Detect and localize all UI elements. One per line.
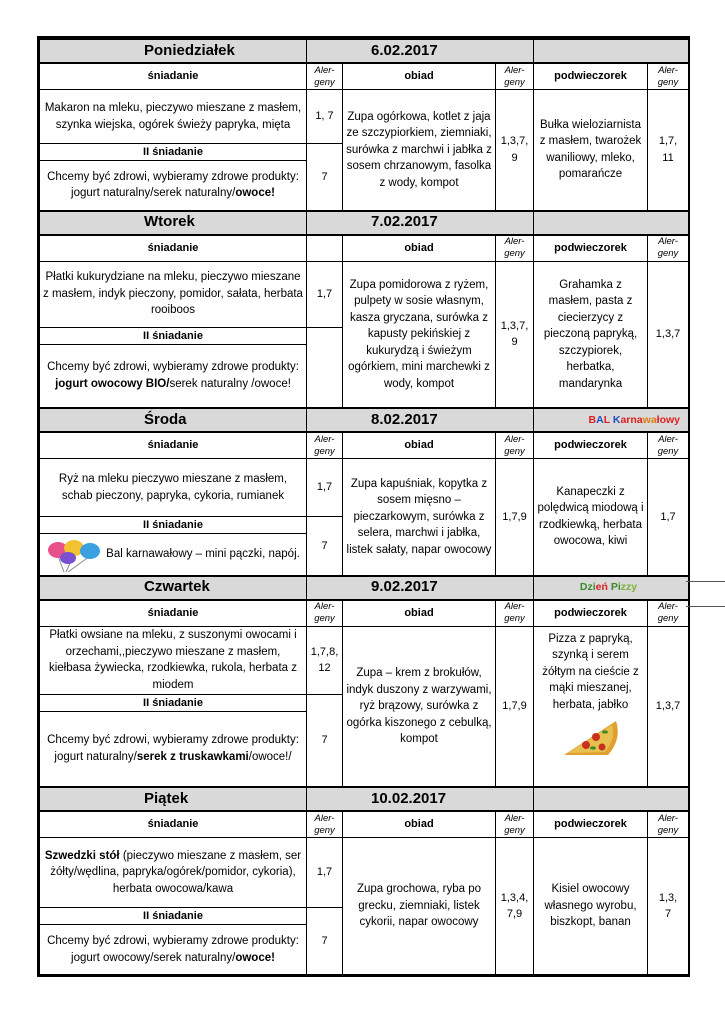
day-name: Piątek [40, 787, 307, 811]
snack-text: Grahamka z masłem, pasta z ciecierzycy z pieczoną papryką, szczypiorek, herbatka, mandarynka [534, 261, 648, 408]
day-date: 8.02.2017 [307, 408, 534, 432]
allergens-header: Aler- geny [307, 811, 343, 838]
breakfast-header: śniadanie [40, 811, 307, 838]
second-breakfast-allergens: 7 [307, 694, 343, 787]
second-breakfast-text: Chcemy być zdrowi, wybieramy zdrowe produkty: jogurt naturalny/serek naturalny/owoce! [40, 161, 307, 211]
column-header-row [40, 235, 689, 262]
allergens-header: Aler- geny [648, 811, 689, 838]
day-date: 10.02.2017 [307, 787, 534, 811]
column-header-row [40, 63, 689, 90]
snack-header: podwieczorek [534, 600, 648, 627]
snack-cell [534, 626, 648, 787]
allergens-header: Aler- geny [496, 235, 534, 262]
breakfast-header: śniadanie [40, 63, 307, 90]
breakfast-allergens: 1,7,8, 12 [307, 626, 343, 694]
breakfast-allergens: 1,7 [307, 459, 343, 517]
allergens-header: Aler- geny [496, 432, 534, 459]
breakfast-allergens: 1,7 [307, 261, 343, 327]
snack-text: Bułka wieloziarnista z masłem, twarożek waniliowy, mleko, pomarańcze [534, 90, 648, 211]
allergens-header: Aler- geny [648, 63, 689, 90]
day-note [534, 211, 689, 235]
day-header-wednesday [40, 408, 689, 432]
day-date: 6.02.2017 [307, 39, 534, 63]
allergens-header: Aler- geny [307, 600, 343, 627]
snack-text: Pizza z papryką, szynką i serem żółtym na cieście z mąki mieszanej, herbata, jabłko [542, 632, 639, 711]
second-breakfast-header: II śniadanie [40, 517, 307, 534]
column-header-row [40, 811, 689, 838]
allergens-header-empty [307, 235, 343, 262]
breakfast-header: śniadanie [40, 235, 307, 262]
balloons-icon [44, 536, 104, 576]
stray-line-bottom [686, 606, 725, 607]
lunch-text: Zupa pomidorowa z ryżem, pulpety w sosie własnym, kasza gryczana, surówka z kapusty pekińskiej z kukurydzą i świeżym ogórkiem, mini marchewki z wody, kompot [343, 261, 496, 408]
snack-allergens: 1,3, 7 [648, 838, 689, 975]
lunch-allergens: 1,7,9 [496, 459, 534, 576]
breakfast-allergens: 1,7 [307, 838, 343, 908]
second-breakfast-text: Chcemy być zdrowi, wybieramy zdrowe produkty: jogurt owocowy BIO/serek naturalny /owoce! [40, 344, 307, 408]
allergens-header: Aler- geny [496, 63, 534, 90]
snack-text: Kisiel owocowy własnego wyrobu, biszkopt, banan [534, 838, 648, 975]
day-header-tuesday [40, 211, 689, 235]
day-name: Czwartek [40, 576, 307, 600]
breakfast-text: Szwedzki stół (pieczywo mieszane z masłem, ser żółty/wędlina, papryka/ogórek/pomidor, cykoria), herbata owocowa/kawa [40, 838, 307, 908]
second-breakfast-text: Bal karnawałowy – mini pączki, napój. [106, 548, 300, 560]
menu-row [40, 90, 689, 144]
menu-row [40, 459, 689, 517]
lunch-header: obiad [343, 432, 496, 459]
breakfast-header: śniadanie [40, 600, 307, 627]
day-header-friday [40, 787, 689, 811]
snack-allergens: 1,7 [648, 459, 689, 576]
day-header-thursday [40, 576, 689, 600]
lunch-allergens: 1,7,9 [496, 626, 534, 787]
allergens-header: Aler- geny [307, 63, 343, 90]
lunch-allergens: 1,3,4, 7,9 [496, 838, 534, 975]
allergens-header: Aler- geny [648, 432, 689, 459]
lunch-header: obiad [343, 600, 496, 627]
lunch-header: obiad [343, 235, 496, 262]
second-breakfast-allergens [307, 327, 343, 408]
second-breakfast-cell [40, 534, 307, 576]
second-breakfast-header: II śniadanie [40, 694, 307, 711]
stray-line-top [686, 581, 725, 582]
snack-header: podwieczorek [534, 432, 648, 459]
day-date: 9.02.2017 [307, 576, 534, 600]
day-date: 7.02.2017 [307, 211, 534, 235]
snack-text: Kanapeczki z polędwicą miodową i rzodkiewką, herbata owocowa, kiwi [534, 459, 648, 576]
breakfast-text: Płatki kukurydziane na mleku, pieczywo mieszane z masłem, indyk pieczony, pomidor, sałata, herbata rooiboos [40, 261, 307, 327]
allergens-header: Aler- geny [496, 600, 534, 627]
lunch-header: obiad [343, 811, 496, 838]
breakfast-allergens: 1, 7 [307, 90, 343, 144]
breakfast-text: Płatki owsiane na mleku, z suszonymi owocami i orzechami,,pieczywo mieszane z masłem, kiełbasa żywiecka, rzodkiewka, rukola, herbata z miodem [40, 626, 307, 694]
second-breakfast-header: II śniadanie [40, 327, 307, 344]
allergens-header: Aler- geny [648, 600, 689, 627]
lunch-text: Zupa – krem z brokułów, indyk duszony z warzywami, ryż brązowy, surówka z ogórka kiszonego z cebulką, kompot [343, 626, 496, 787]
day-note-dzien-pizzy: Dzień Pizzy [534, 576, 689, 600]
menu-table [39, 38, 689, 975]
second-breakfast-header: II śniadanie [40, 144, 307, 161]
breakfast-text: Ryż na mleku pieczywo mieszane z masłem, schab pieczony, papryka, cykoria, rumianek [40, 459, 307, 517]
snack-header: podwieczorek [534, 63, 648, 90]
menu-sheet [37, 36, 690, 977]
lunch-header: obiad [343, 63, 496, 90]
lunch-text: Zupa ogórkowa, kotlet z jaja ze szczypiorkiem, ziemniaki, surówka z marchwi i jabłka z sosem chrzanowym, fasolka z wody, kompot [343, 90, 496, 211]
day-note [534, 39, 689, 63]
pizza-icon [560, 715, 622, 765]
day-name: Środa [40, 408, 307, 432]
lunch-text: Zupa grochowa, ryba po grecku, ziemniaki, listek cykorii, napar owocowy [343, 838, 496, 975]
second-breakfast-allergens: 7 [307, 517, 343, 576]
menu-row [40, 261, 689, 327]
snack-allergens: 1,7, 11 [648, 90, 689, 211]
allergens-header: Aler- geny [307, 432, 343, 459]
second-breakfast-allergens: 7 [307, 908, 343, 975]
lunch-allergens: 1,3,7, 9 [496, 90, 534, 211]
allergens-header: Aler- geny [648, 235, 689, 262]
menu-row [40, 626, 689, 694]
snack-header: podwieczorek [534, 811, 648, 838]
column-header-row [40, 432, 689, 459]
snack-header: podwieczorek [534, 235, 648, 262]
second-breakfast-header: II śniadanie [40, 908, 307, 925]
lunch-text: Zupa kapuśniak, kopytka z sosem mięsno – pieczarkowym, surówka z selera, marchwi i jabłka, listek sałaty, napar owocowy [343, 459, 496, 576]
second-breakfast-allergens: 7 [307, 144, 343, 211]
day-name: Wtorek [40, 211, 307, 235]
allergens-header: Aler- geny [496, 811, 534, 838]
column-header-row [40, 600, 689, 627]
second-breakfast-text: Chcemy być zdrowi, wybieramy zdrowe produkty: jogurt owocowy/serek naturalny/owoce! [40, 925, 307, 975]
breakfast-text: Makaron na mleku, pieczywo mieszane z masłem, szynka wiejska, ogórek świeży papryka, mięta [40, 90, 307, 144]
day-header-monday [40, 39, 689, 63]
day-name: Poniedziałek [40, 39, 307, 63]
snack-allergens: 1,3,7 [648, 626, 689, 787]
day-note-bal-karnawalowy: BAL Karnawałowy [534, 408, 689, 432]
menu-row [40, 838, 689, 908]
breakfast-header: śniadanie [40, 432, 307, 459]
snack-allergens: 1,3,7 [648, 261, 689, 408]
second-breakfast-text: Chcemy być zdrowi, wybieramy zdrowe produkty: jogurt naturalny/serek z truskawkami/owoce!/ [40, 711, 307, 787]
day-note [534, 787, 689, 811]
lunch-allergens: 1,3,7, 9 [496, 261, 534, 408]
